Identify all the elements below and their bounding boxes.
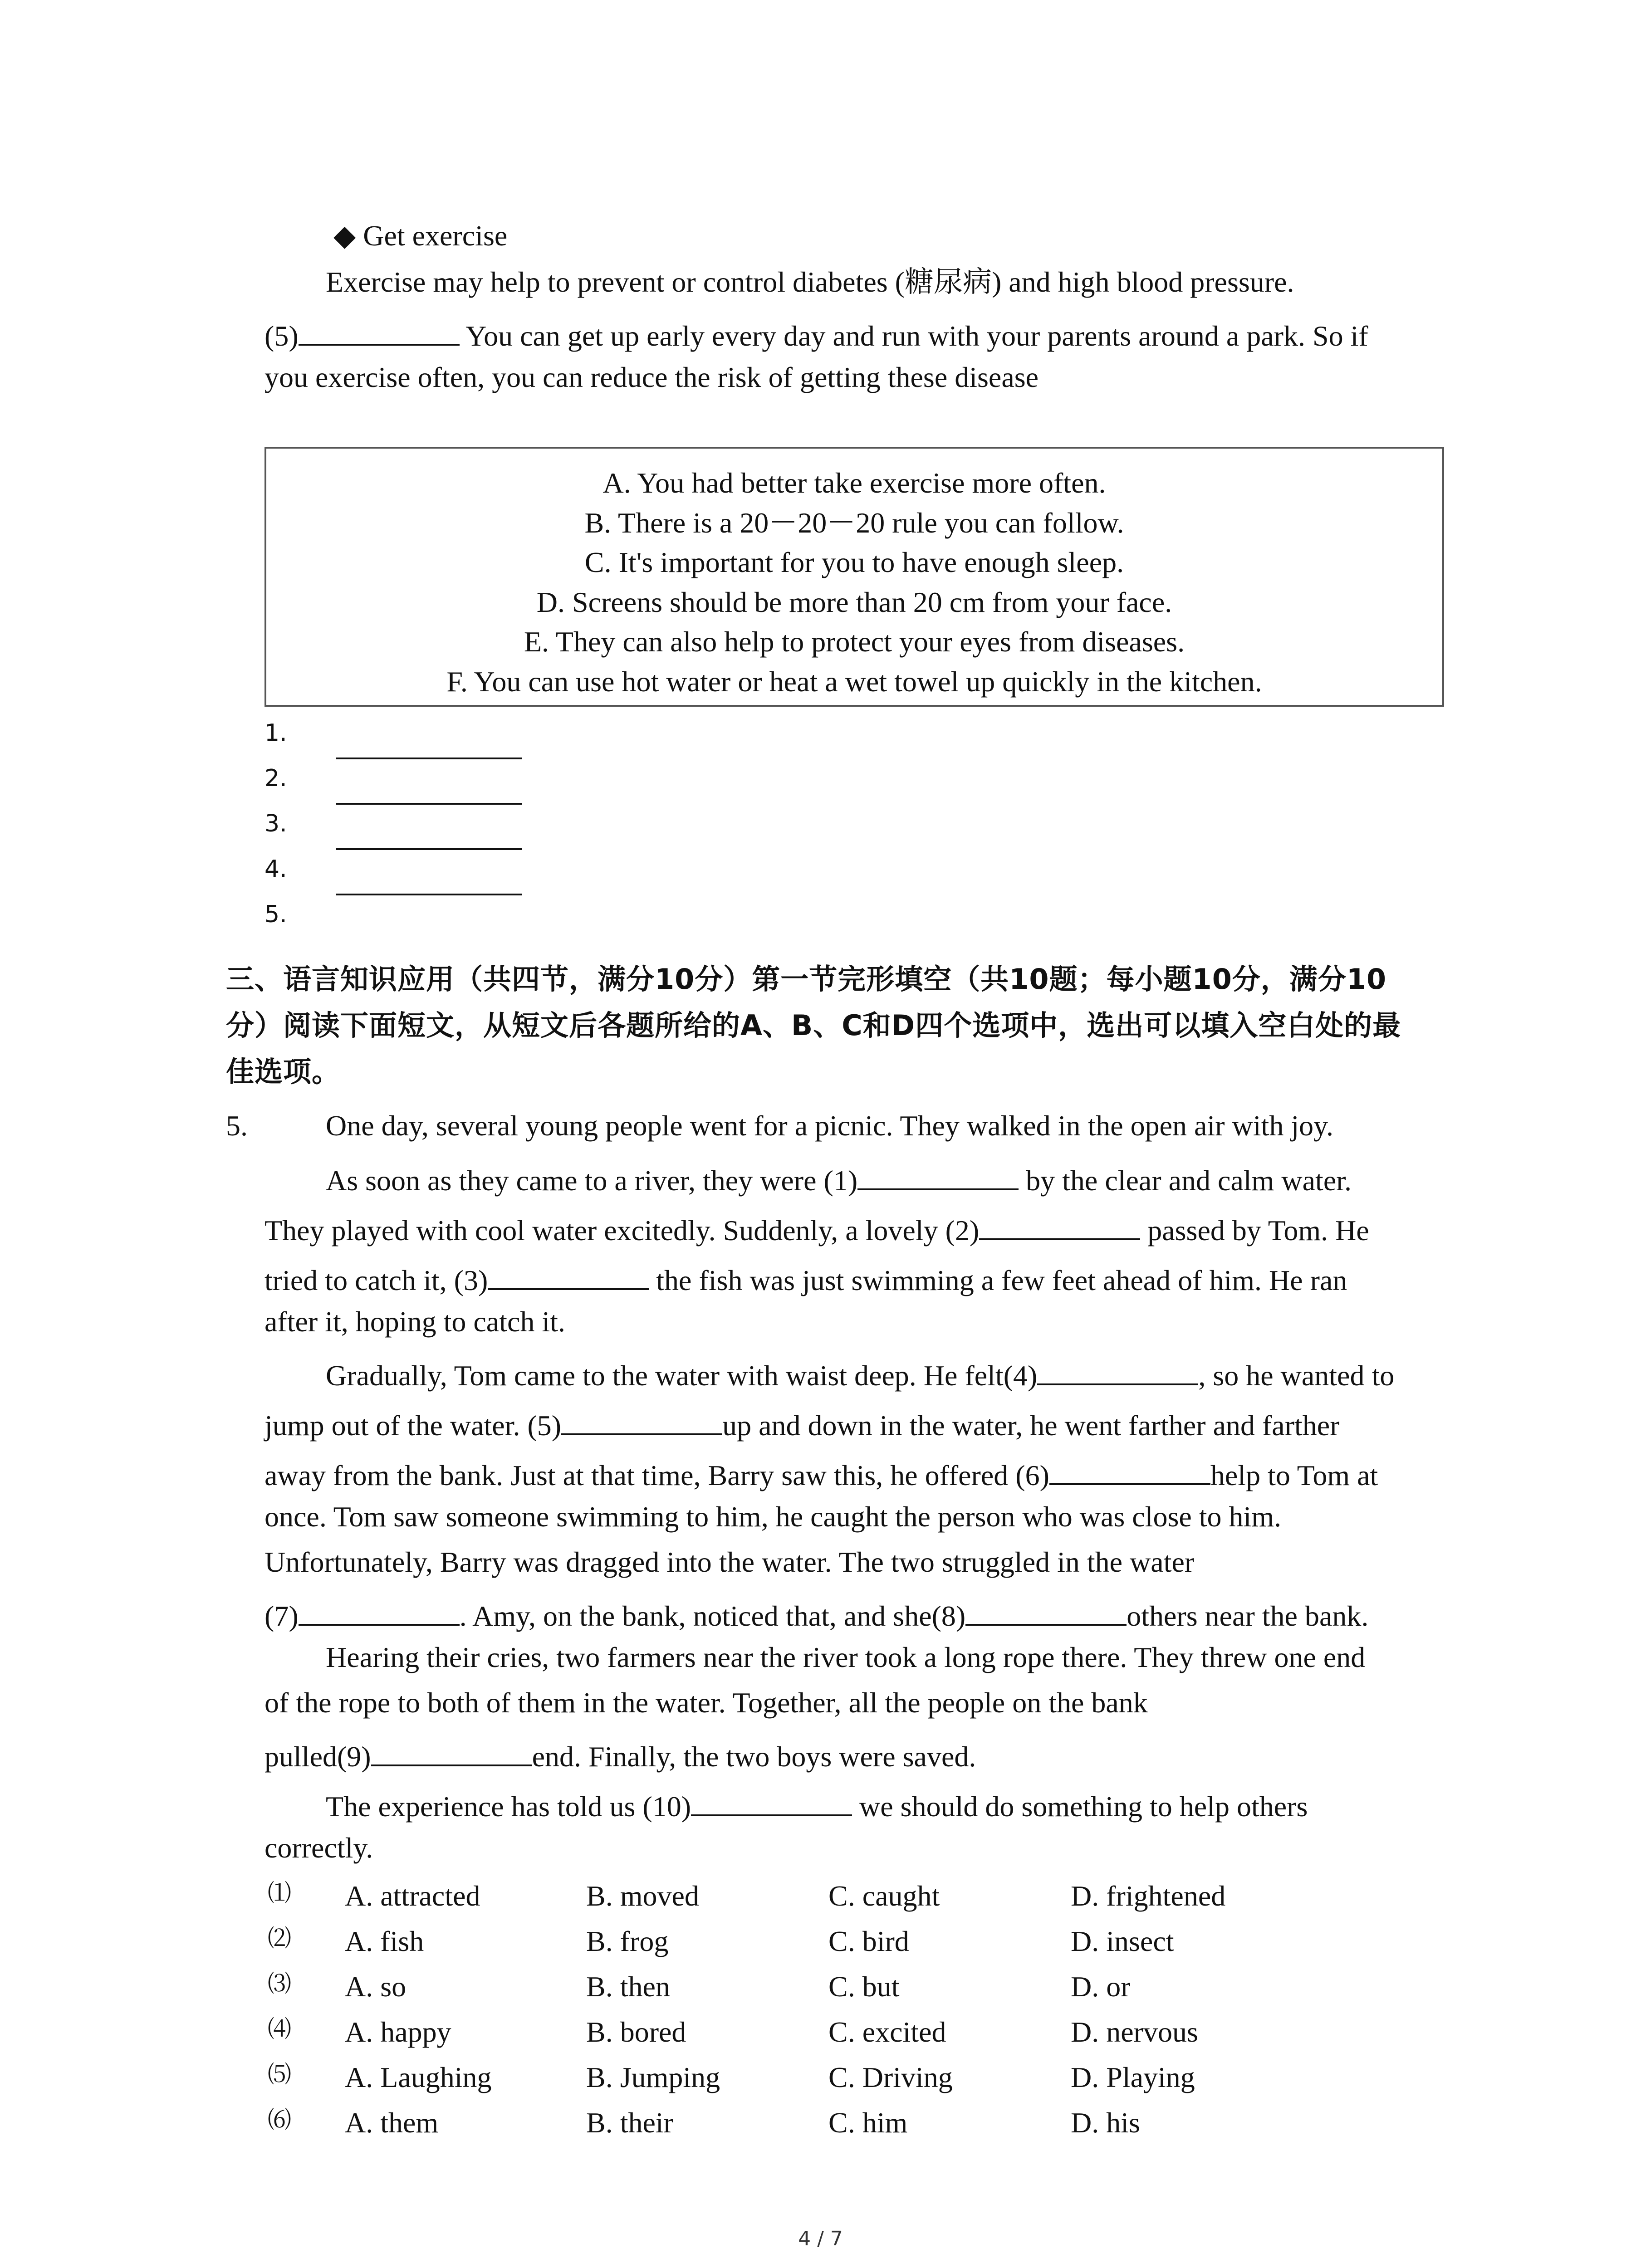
choice-number: ⑶ bbox=[268, 1970, 292, 1998]
choice-d[interactable]: D. nervous bbox=[1071, 2016, 1198, 2048]
choice-number: ⑸ bbox=[268, 2061, 292, 2088]
choice-number: ⑴ bbox=[268, 1880, 292, 1907]
option-d: D. Screens should be more than 20 cm from your face. bbox=[536, 586, 1172, 618]
choice-a[interactable]: A. fish bbox=[345, 1925, 424, 1957]
choice-c[interactable]: C. excited bbox=[828, 2016, 946, 2048]
passage-line-11: (7) . Amy, on the bank, noticed that, and she(8) others near the bank. bbox=[265, 1598, 1368, 1631]
choice-number: ⑹ bbox=[268, 2107, 292, 2134]
passage-line-13: of the rope to both of them in the water. Together, all the people on the bank bbox=[265, 1686, 1148, 1719]
cloze-blank-3[interactable] bbox=[488, 1262, 649, 1290]
cloze-blank-2[interactable] bbox=[979, 1212, 1140, 1240]
choice-a[interactable]: A. Laughing bbox=[345, 2061, 492, 2093]
passage-line-16: correctly. bbox=[265, 1832, 373, 1864]
choice-b[interactable]: B. their bbox=[586, 2107, 673, 2139]
blank-5[interactable] bbox=[299, 318, 460, 346]
option-f: F. You can use hot water or heat a wet towel up quickly in the kitchen. bbox=[446, 665, 1262, 698]
answer-number-4: 4. bbox=[265, 855, 287, 883]
passage-line-2: As soon as they came to a river, they were (1) by the clear and calm water. bbox=[326, 1162, 1352, 1195]
blank-5-label: (5) bbox=[265, 320, 299, 352]
passage-line-4: tried to catch it, (3) the fish was just swimming a few feet ahead of him. He ran bbox=[265, 1262, 1347, 1295]
choice-b[interactable]: B. then bbox=[586, 1970, 670, 2003]
passage-line-3: They played with cool water excitedly. Suddenly, a lovely (2) passed by Tom. He bbox=[265, 1212, 1369, 1245]
tip-title bbox=[333, 221, 507, 250]
options-box bbox=[265, 447, 1444, 707]
choice-a[interactable]: A. so bbox=[345, 1970, 407, 2003]
page-number: 4 / 7 bbox=[798, 2227, 843, 2250]
cloze-blank-10[interactable] bbox=[691, 1788, 852, 1816]
choice-a[interactable]: A. attracted bbox=[345, 1880, 480, 1912]
diamond-bullet-icon: ◆ bbox=[333, 220, 356, 252]
passage-line-10: Unfortunately, Barry was dragged into the water. The two struggled in the water bbox=[265, 1546, 1195, 1578]
choice-b[interactable]: B. Jumping bbox=[586, 2061, 720, 2093]
choice-b[interactable]: B. moved bbox=[586, 1880, 699, 1912]
choice-d[interactable]: D. frightened bbox=[1071, 1880, 1226, 1912]
choice-d[interactable]: D. Playing bbox=[1071, 2061, 1195, 2093]
answer-number-1: 1. bbox=[265, 719, 287, 747]
answer-number-5: 5. bbox=[265, 901, 287, 928]
passage-line-7: jump out of the water. (5) up and down in the water, he went farther and farther bbox=[265, 1407, 1340, 1440]
choice-d[interactable]: D. his bbox=[1071, 2107, 1140, 2139]
tip-line2 bbox=[265, 318, 1368, 351]
answer-line-3[interactable] bbox=[336, 848, 522, 850]
passage-line-5: after it, hoping to catch it. bbox=[265, 1305, 565, 1338]
choice-d[interactable]: D. insect bbox=[1071, 1925, 1174, 1957]
tip-line2-text: You can get up early every day and run with your parents around a park. So if bbox=[459, 320, 1368, 352]
cloze-blank-9[interactable] bbox=[371, 1738, 532, 1766]
tip-line1: Exercise may help to prevent or control diabetes (糖尿病) and high blood pressure. bbox=[326, 266, 1294, 298]
choice-c[interactable]: C. Driving bbox=[828, 2061, 953, 2093]
choice-number: ⑷ bbox=[268, 2016, 292, 2043]
cloze-blank-4[interactable] bbox=[1037, 1357, 1198, 1385]
tip-line3: you exercise often, you can reduce the risk of getting these disease bbox=[265, 361, 1039, 393]
section-heading-line1: 三、语言知识应用（共四节，满分10分）第一节完形填空（共10题；每小题10分，满分10 bbox=[226, 963, 1387, 996]
passage-line-14: pulled(9) end. Finally, the two boys were saved. bbox=[265, 1738, 976, 1771]
section-heading-line2: 分）阅读下面短文，从短文后各题所给的A、B、C和D四个选项中，选出可以填入空白处的最 bbox=[226, 1009, 1401, 1042]
cloze-blank-6[interactable] bbox=[1049, 1457, 1210, 1485]
passage-line-6: Gradually, Tom came to the water with waist deep. He felt(4) , so he wanted to bbox=[326, 1357, 1394, 1390]
tip-title-text: Get exercise bbox=[363, 220, 508, 252]
choice-c[interactable]: C. but bbox=[828, 1970, 900, 2003]
answer-line-4[interactable] bbox=[336, 894, 522, 895]
cloze-blank-7[interactable] bbox=[299, 1598, 460, 1626]
option-e: E. They can also help to protect your eyes from diseases. bbox=[524, 626, 1185, 658]
cloze-blank-1[interactable] bbox=[857, 1162, 1019, 1190]
section-heading-line3: 佳选项。 bbox=[226, 1055, 341, 1088]
cloze-blank-5[interactable] bbox=[561, 1407, 722, 1435]
passage-line-9: once. Tom saw someone swimming to him, he caught the person who was close to him. bbox=[265, 1501, 1282, 1533]
choice-c[interactable]: C. caught bbox=[828, 1880, 940, 1912]
choice-a[interactable]: A. happy bbox=[345, 2016, 451, 2048]
option-b: B. There is a 20－20－20 rule you can follow. bbox=[584, 507, 1124, 539]
choice-b[interactable]: B. frog bbox=[586, 1925, 669, 1957]
choice-c[interactable]: C. bird bbox=[828, 1925, 909, 1957]
passage-line-12: Hearing their cries, two farmers near the river took a long rope there. They threw one end bbox=[326, 1641, 1366, 1673]
choice-a[interactable]: A. them bbox=[345, 2107, 439, 2139]
choice-number: ⑵ bbox=[268, 1925, 292, 1952]
cloze-blank-8[interactable] bbox=[965, 1598, 1127, 1626]
answer-line-2[interactable] bbox=[336, 803, 522, 805]
question-number: 5. bbox=[226, 1110, 248, 1142]
passage-line-15: The experience has told us (10) we should do something to help others bbox=[326, 1788, 1308, 1821]
passage-line-1: One day, several young people went for a picnic. They walked in the open air with joy. bbox=[326, 1110, 1333, 1142]
answer-number-2: 2. bbox=[265, 765, 287, 792]
option-a: A. You had better take exercise more often. bbox=[603, 467, 1106, 499]
option-c: C. It's important for you to have enough sleep. bbox=[584, 546, 1124, 578]
answer-line-1[interactable] bbox=[336, 758, 522, 759]
choice-b[interactable]: B. bored bbox=[586, 2016, 686, 2048]
passage-line-8: away from the bank. Just at that time, Barry saw this, he offered (6) help to Tom at bbox=[265, 1457, 1378, 1490]
choice-c[interactable]: C. him bbox=[828, 2107, 908, 2139]
answer-number-3: 3. bbox=[265, 810, 287, 837]
choice-d[interactable]: D. or bbox=[1071, 1970, 1131, 2003]
